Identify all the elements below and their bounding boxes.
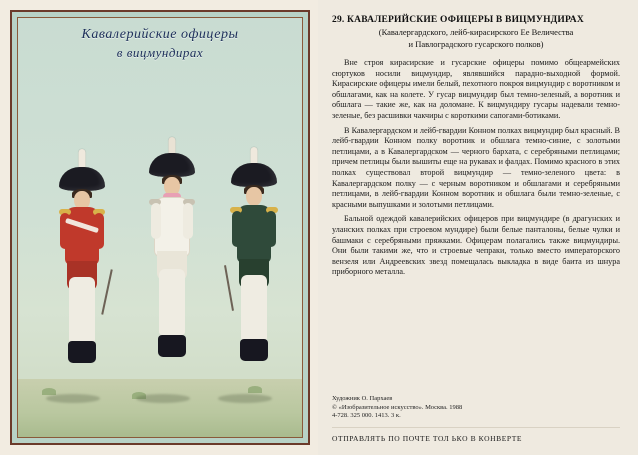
- figure-officer-red: [54, 149, 110, 399]
- article-paragraph: В Кавалергардском и лейб-гвардии Конном полках вицмундир был красный. В лейб-гвардии Конном полку воротник и обшлага темно-синие, с золотыми петлицами, а в Кавалергардском — черного бархата, с серебряными петлицами; причем петлицы были вышиты еще на рукавах и фалдах. Помимо красного в этих полках существовал второй вицмундир — темно-зеленого цвета: в Кавалергардском полку — с черным воротником и обшлагами и серебряными петлицами, в лейб-гвардии Конном воротник и обшлага были темно-зеленые, с красными выпушками и золотыми петлицами.: [332, 125, 620, 209]
- card-title: [12, 26, 308, 62]
- bicorne-hat-icon: [59, 167, 105, 191]
- article-paragraph: Бальной одеждой кавалерийских офицеров при вицмундире (в драгунских и уланских полках при строевом мундире) были белые панталоны, белые чулки и башмаки с серебряными пряжками. Офицерам полагались также вицмундиры. Они были такими же, что и строевые чепраки, только вместо императорского вензеля или Андреевских звезд помещалась выкладка в виде баита из шнура приборного металла.: [332, 214, 620, 277]
- article-title: 29. КАВАЛЕРИЙСКИЕ ОФИЦЕРЫ В ВИЦМУНДИРАХ: [332, 15, 584, 25]
- article-body: [332, 58, 620, 278]
- arm-right: [183, 203, 193, 239]
- boots: [240, 339, 268, 361]
- card-title-line1: Кавалерийские офицеры: [81, 27, 239, 42]
- arm-left: [151, 203, 161, 239]
- bicorne-hat-icon: [149, 153, 195, 177]
- trousers: [159, 269, 185, 335]
- credit-artist: Художник О. Пархаев: [332, 395, 393, 403]
- trousers: [69, 277, 95, 343]
- mail-instruction: ОТПРАВЛЯТЬ ПО ПОЧТЕ ТОЛ ЬКО В КОНВЕРТЕ: [332, 427, 620, 443]
- figure-officer-green: [226, 147, 282, 399]
- boots: [68, 341, 96, 363]
- card-title-line2: в вицмундирах: [116, 45, 204, 60]
- sword-icon: [224, 265, 234, 311]
- illustration-side: [0, 0, 318, 455]
- credits-block: [332, 395, 462, 421]
- illustration-card: [10, 10, 310, 445]
- arm-right: [266, 211, 276, 247]
- article-subtitle-line2: и Павлоградского гусарского полков): [408, 39, 544, 49]
- article-subtitle-line1: (Кавалергардского, лейб-кирасирского Ее Величества: [378, 27, 574, 37]
- arm-left: [232, 211, 242, 247]
- figure-officer-white: [144, 137, 200, 399]
- credit-print-run: 4-728. 325 000. 1413. 3 к.: [332, 412, 401, 420]
- bicorne-hat-icon: [231, 163, 277, 187]
- head: [246, 187, 262, 206]
- text-side: [318, 0, 638, 455]
- boots: [158, 335, 186, 357]
- trousers: [241, 275, 267, 341]
- article-paragraph: Вне строя кирасирские и гусарские офицеры помимо общеармейских сюртуков носили вицмундир, являвшийся парадно-выходной формой. Кирасирские офицеры имели белый, пехотного покроя вицмундир с воротником и обшлагами, как на колете. У гусар вицмундир был темно-зеленый, а воротник и обшлага — такие же, как на доломане. К вицмундиру гусары надевали темно-зеленые, без расшивки чакчиры с короткими сапогами-ботиками.: [332, 58, 620, 120]
- credit-publisher: © «Изобразительное искусство». Москва. 1988: [332, 403, 463, 411]
